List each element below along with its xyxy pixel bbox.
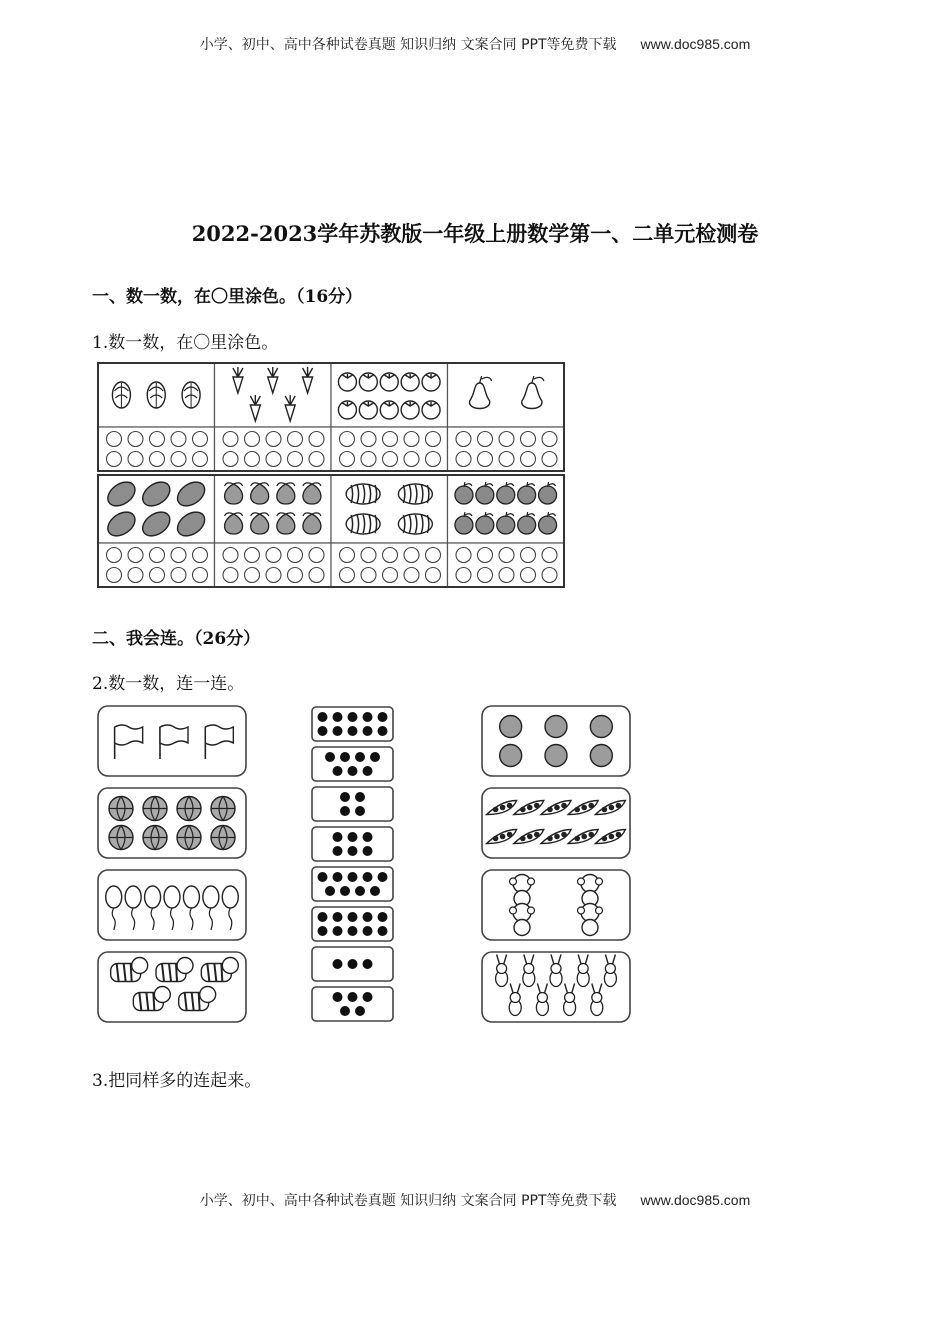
answer-circle: [361, 432, 376, 447]
dot: [340, 752, 350, 762]
dot-card-4: [312, 827, 393, 861]
answer-circle: [128, 568, 143, 583]
dot: [363, 766, 373, 776]
icon-橘子: [590, 716, 612, 738]
answer-circle: [456, 568, 471, 583]
icon-球: [177, 826, 201, 850]
icon-橘子: [545, 716, 567, 738]
dot: [348, 959, 358, 969]
icon-西红柿: [422, 373, 440, 391]
right-card-猴子: [482, 870, 630, 940]
dot: [325, 752, 335, 762]
icon-西瓜: [398, 514, 432, 534]
answer-circle: [288, 452, 303, 467]
dot: [333, 992, 343, 1002]
dot: [363, 992, 373, 1002]
answer-circle: [383, 432, 398, 447]
answer-circle: [171, 452, 186, 467]
dot: [333, 872, 343, 882]
dot: [378, 726, 388, 736]
dot: [363, 726, 373, 736]
answer-circle: [128, 548, 143, 563]
answer-circle: [150, 452, 165, 467]
dot: [348, 846, 358, 856]
answer-circle: [542, 452, 557, 467]
left-card-气球: [98, 870, 246, 940]
dot: [318, 726, 328, 736]
dot: [355, 752, 365, 762]
answer-circle: [404, 432, 419, 447]
header-site[interactable]: www.doc985.com: [640, 36, 751, 52]
answer-circle: [478, 548, 493, 563]
answer-circle: [171, 548, 186, 563]
answer-circle: [456, 432, 471, 447]
dot: [348, 766, 358, 776]
dot: [348, 712, 358, 722]
left-card-老虎: [98, 952, 246, 1022]
icon-橘子: [500, 745, 522, 767]
answer-circle: [340, 452, 355, 467]
answer-circle: [107, 568, 122, 583]
dot: [333, 832, 343, 842]
answer-circle: [426, 568, 441, 583]
answer-circle: [499, 452, 514, 467]
icon-球: [143, 797, 167, 821]
icon-球: [143, 826, 167, 850]
icon-橘子: [545, 745, 567, 767]
icon-西红柿: [401, 401, 419, 419]
answer-circle: [150, 568, 165, 583]
answer-circle: [478, 452, 493, 467]
icon-西瓜: [398, 484, 432, 504]
dot: [363, 712, 373, 722]
answer-circle: [245, 568, 260, 583]
answer-circle: [542, 548, 557, 563]
dot: [363, 912, 373, 922]
answer-circle: [521, 432, 536, 447]
icon-西红柿: [338, 401, 356, 419]
answer-circle: [193, 452, 208, 467]
answer-circle: [478, 432, 493, 447]
answer-circle: [361, 568, 376, 583]
answer-circle: [128, 432, 143, 447]
header-text: 小学、初中、高中各种试卷真题 知识归纳 文案合同 PPT等免费下载: [199, 37, 617, 53]
dot: [363, 872, 373, 882]
dot: [333, 959, 343, 969]
answer-circle: [193, 432, 208, 447]
answer-circle: [266, 432, 281, 447]
icon-白菜: [112, 382, 130, 408]
answer-circle: [499, 568, 514, 583]
dot: [333, 846, 343, 856]
dot-card-6: [312, 907, 393, 941]
answer-circle: [383, 548, 398, 563]
icon-球: [109, 826, 133, 850]
answer-circle: [266, 568, 281, 583]
dot-card-7: [312, 947, 393, 981]
dot: [370, 752, 380, 762]
answer-circle: [478, 568, 493, 583]
dot: [378, 926, 388, 936]
answer-circle: [107, 452, 122, 467]
answer-circle: [288, 548, 303, 563]
answer-circle: [223, 452, 238, 467]
answer-circle: [288, 432, 303, 447]
answer-circle: [245, 548, 260, 563]
answer-circle: [340, 568, 355, 583]
icon-白菜: [147, 382, 165, 408]
answer-circle: [171, 568, 186, 583]
question3-text: 3.把同样多的连起来。: [92, 1071, 262, 1091]
answer-circle: [266, 548, 281, 563]
dot: [378, 912, 388, 922]
answer-circle: [128, 452, 143, 467]
answer-circle: [404, 548, 419, 563]
icon-球: [109, 797, 133, 821]
dot: [325, 886, 335, 896]
icon-西红柿: [422, 401, 440, 419]
icon-西红柿: [380, 373, 398, 391]
section1-heading: 一、数一数，在〇里涂色。（16分）: [92, 287, 363, 307]
answer-circle: [456, 452, 471, 467]
grid-cell-2-2: [331, 475, 448, 587]
icon-球: [211, 797, 235, 821]
right-card-兔子: [482, 952, 630, 1022]
answer-circle: [309, 452, 324, 467]
answer-circle: [193, 548, 208, 563]
answer-circle: [456, 548, 471, 563]
dot: [355, 806, 365, 816]
grid-cell-1-0: [98, 363, 215, 471]
dot: [355, 792, 365, 802]
page-title: 2022-2023学年苏教版一年级上册数学第一、二单元检测卷: [191, 221, 759, 246]
icon-白菜: [182, 382, 200, 408]
answer-circle: [309, 548, 324, 563]
dot-card-2: [312, 747, 393, 781]
dot-card-5: [312, 867, 393, 901]
dot: [378, 872, 388, 882]
answer-circle: [404, 568, 419, 583]
answer-circle: [340, 548, 355, 563]
answer-circle: [383, 568, 398, 583]
answer-circle: [361, 548, 376, 563]
left-card-旗子: [98, 706, 246, 776]
section2-heading: 二、我会连。（26分）: [92, 629, 261, 649]
answer-circle: [223, 548, 238, 563]
right-card-橘子: [482, 706, 630, 776]
answer-circle: [521, 452, 536, 467]
page-footer: [0, 1190, 950, 1210]
dot: [340, 886, 350, 896]
icon-西瓜: [346, 514, 380, 534]
dot: [333, 912, 343, 922]
grid-cell-2-0: [98, 475, 215, 587]
icon-西红柿: [359, 401, 377, 419]
icon-西红柿: [401, 373, 419, 391]
dot: [363, 926, 373, 936]
dot: [355, 886, 365, 896]
dot: [348, 726, 358, 736]
grid-cell-1-1: [215, 363, 332, 471]
left-card-球: [98, 788, 246, 858]
answer-circle: [288, 568, 303, 583]
answer-circle: [245, 432, 260, 447]
dot: [348, 912, 358, 922]
answer-circle: [426, 432, 441, 447]
question2-text: 2.数一数，连一连。: [92, 674, 245, 694]
answer-circle: [223, 568, 238, 583]
answer-circle: [223, 432, 238, 447]
dot: [340, 792, 350, 802]
answer-circle: [383, 452, 398, 467]
grid-cell-1-3: [448, 363, 565, 471]
footer-text: 小学、初中、高中各种试卷真题 知识归纳 文案合同 PPT等免费下载: [199, 1193, 617, 1209]
dot: [333, 766, 343, 776]
icon-橘子: [500, 716, 522, 738]
dot: [348, 832, 358, 842]
dot: [363, 832, 373, 842]
icon-西红柿: [380, 401, 398, 419]
dot-card-1: [312, 707, 393, 741]
dot: [348, 992, 358, 1002]
question1-text: 1.数一数，在〇里涂色。: [92, 333, 279, 353]
answer-circle: [542, 568, 557, 583]
answer-circle: [150, 432, 165, 447]
answer-circle: [361, 452, 376, 467]
dot: [378, 712, 388, 722]
dot: [318, 872, 328, 882]
grid-cell-2-1: [215, 475, 332, 587]
answer-circle: [266, 452, 281, 467]
dot: [318, 912, 328, 922]
icon-球: [177, 797, 201, 821]
dot: [340, 1006, 350, 1016]
answer-circle: [309, 432, 324, 447]
answer-circle: [107, 432, 122, 447]
icon-球: [211, 826, 235, 850]
answer-circle: [499, 548, 514, 563]
answer-circle: [150, 548, 165, 563]
dot-card-8: [312, 987, 393, 1021]
dot: [355, 1006, 365, 1016]
dot: [370, 886, 380, 896]
answer-circle: [426, 452, 441, 467]
right-card-豆荚: [482, 788, 630, 858]
icon-橘子: [590, 745, 612, 767]
icon-西瓜: [346, 484, 380, 504]
dot: [318, 926, 328, 936]
dot: [333, 926, 343, 936]
answer-circle: [404, 452, 419, 467]
answer-circle: [340, 432, 355, 447]
answer-circle: [171, 432, 186, 447]
answer-circle: [426, 548, 441, 563]
dot: [318, 712, 328, 722]
answer-circle: [521, 548, 536, 563]
dot: [333, 726, 343, 736]
answer-circle: [193, 568, 208, 583]
dot: [348, 872, 358, 882]
footer-site[interactable]: www.doc985.com: [640, 1192, 751, 1208]
icon-西红柿: [359, 373, 377, 391]
answer-circle: [542, 432, 557, 447]
dot: [363, 959, 373, 969]
answer-circle: [499, 432, 514, 447]
dot: [348, 926, 358, 936]
answer-circle: [309, 568, 324, 583]
answer-circle: [245, 452, 260, 467]
answer-circle: [107, 548, 122, 563]
icon-西红柿: [338, 373, 356, 391]
dot-card-3: [312, 787, 393, 821]
grid-cell-1-2: [331, 363, 448, 471]
answer-circle: [521, 568, 536, 583]
grid-cell-2-3: [448, 475, 565, 587]
dot: [363, 846, 373, 856]
dot: [333, 712, 343, 722]
dot: [340, 806, 350, 816]
